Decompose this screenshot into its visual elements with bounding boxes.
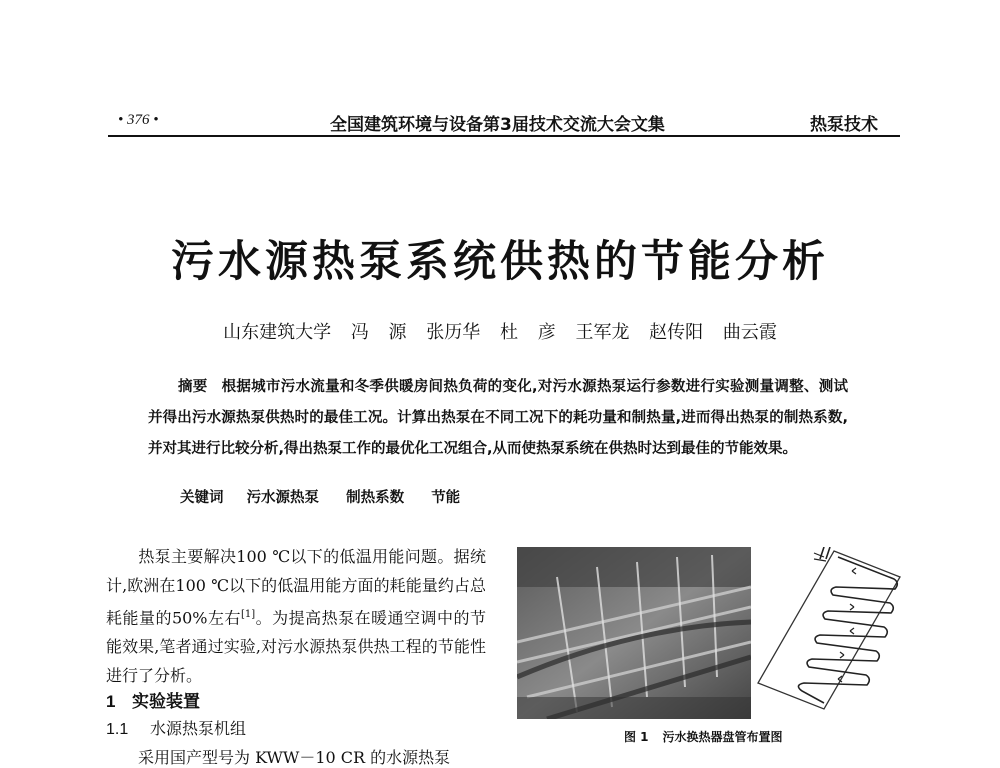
intro-text-cont: 。为提高热泵在暖通空调中的节能效果,笔者通过实验,对污水源热泵供热工程的节能性进行了分析。 <box>106 608 486 686</box>
journal-title: 全国建筑环境与设备第3届技术交流大会文集 <box>330 115 665 135</box>
heat-exchanger-photo <box>517 547 751 719</box>
keyword-item: 污水源热泵 <box>246 490 320 506</box>
subsection-heading <box>106 716 246 739</box>
intro-text: 热泵主要解决100 ℃以下的低温用能问题。据统计,欧洲在100 ℃以下的低温用能方面的耗能量约占总耗能量的50%左右 <box>106 547 486 628</box>
keyword-item: 制热系数 <box>346 490 405 506</box>
paper-title: 污水源热泵系统供热的节能分析 <box>171 237 829 287</box>
figure-caption <box>624 728 783 745</box>
keyword-item: 节能 <box>431 490 461 506</box>
section-title: 实验装置 <box>132 692 200 712</box>
figure-caption-text: 污水换热器盘管布置图 <box>662 730 783 744</box>
author-list: 山东建筑大学 冯 源 张历华 杜 彦 王军龙 赵传阳 曲云霞 <box>223 322 777 343</box>
page-number: • 376 • <box>118 112 159 128</box>
section-heading <box>106 687 200 712</box>
serpentine-coil-diagram <box>754 547 904 715</box>
subsection-title: 水源热泵机组 <box>150 719 247 738</box>
header-rule <box>108 135 900 137</box>
body-continuation: 采用国产型号为 KWW－10 CR 的水源热泵 <box>138 748 451 767</box>
subsection-number: 1.1 <box>106 721 129 738</box>
abstract <box>148 372 848 465</box>
abstract-text: 根据城市污水流量和冬季供暖房间热负荷的变化,对污水源热泵运行参数进行实验测量调整、测试并得出污水源热泵供热时的最佳工况。计算出热泵在不同工况下的耗功量和制热量,进而得出热泵的制热系数,并对其进行比较分析,得出热泵工作的最优化工况组合,从而使热泵系统在供热时达到最佳的节能效果。 <box>148 379 848 457</box>
section-number: 1 <box>106 692 116 711</box>
section-label: 热泵技术 <box>810 115 878 135</box>
citation-ref: [1] <box>240 609 256 620</box>
abstract-label: 摘要 <box>178 379 208 395</box>
intro-paragraph <box>106 542 486 690</box>
figure-number: 图 1 <box>624 730 649 744</box>
keywords <box>180 486 482 507</box>
keywords-label: 关键词 <box>180 490 224 506</box>
